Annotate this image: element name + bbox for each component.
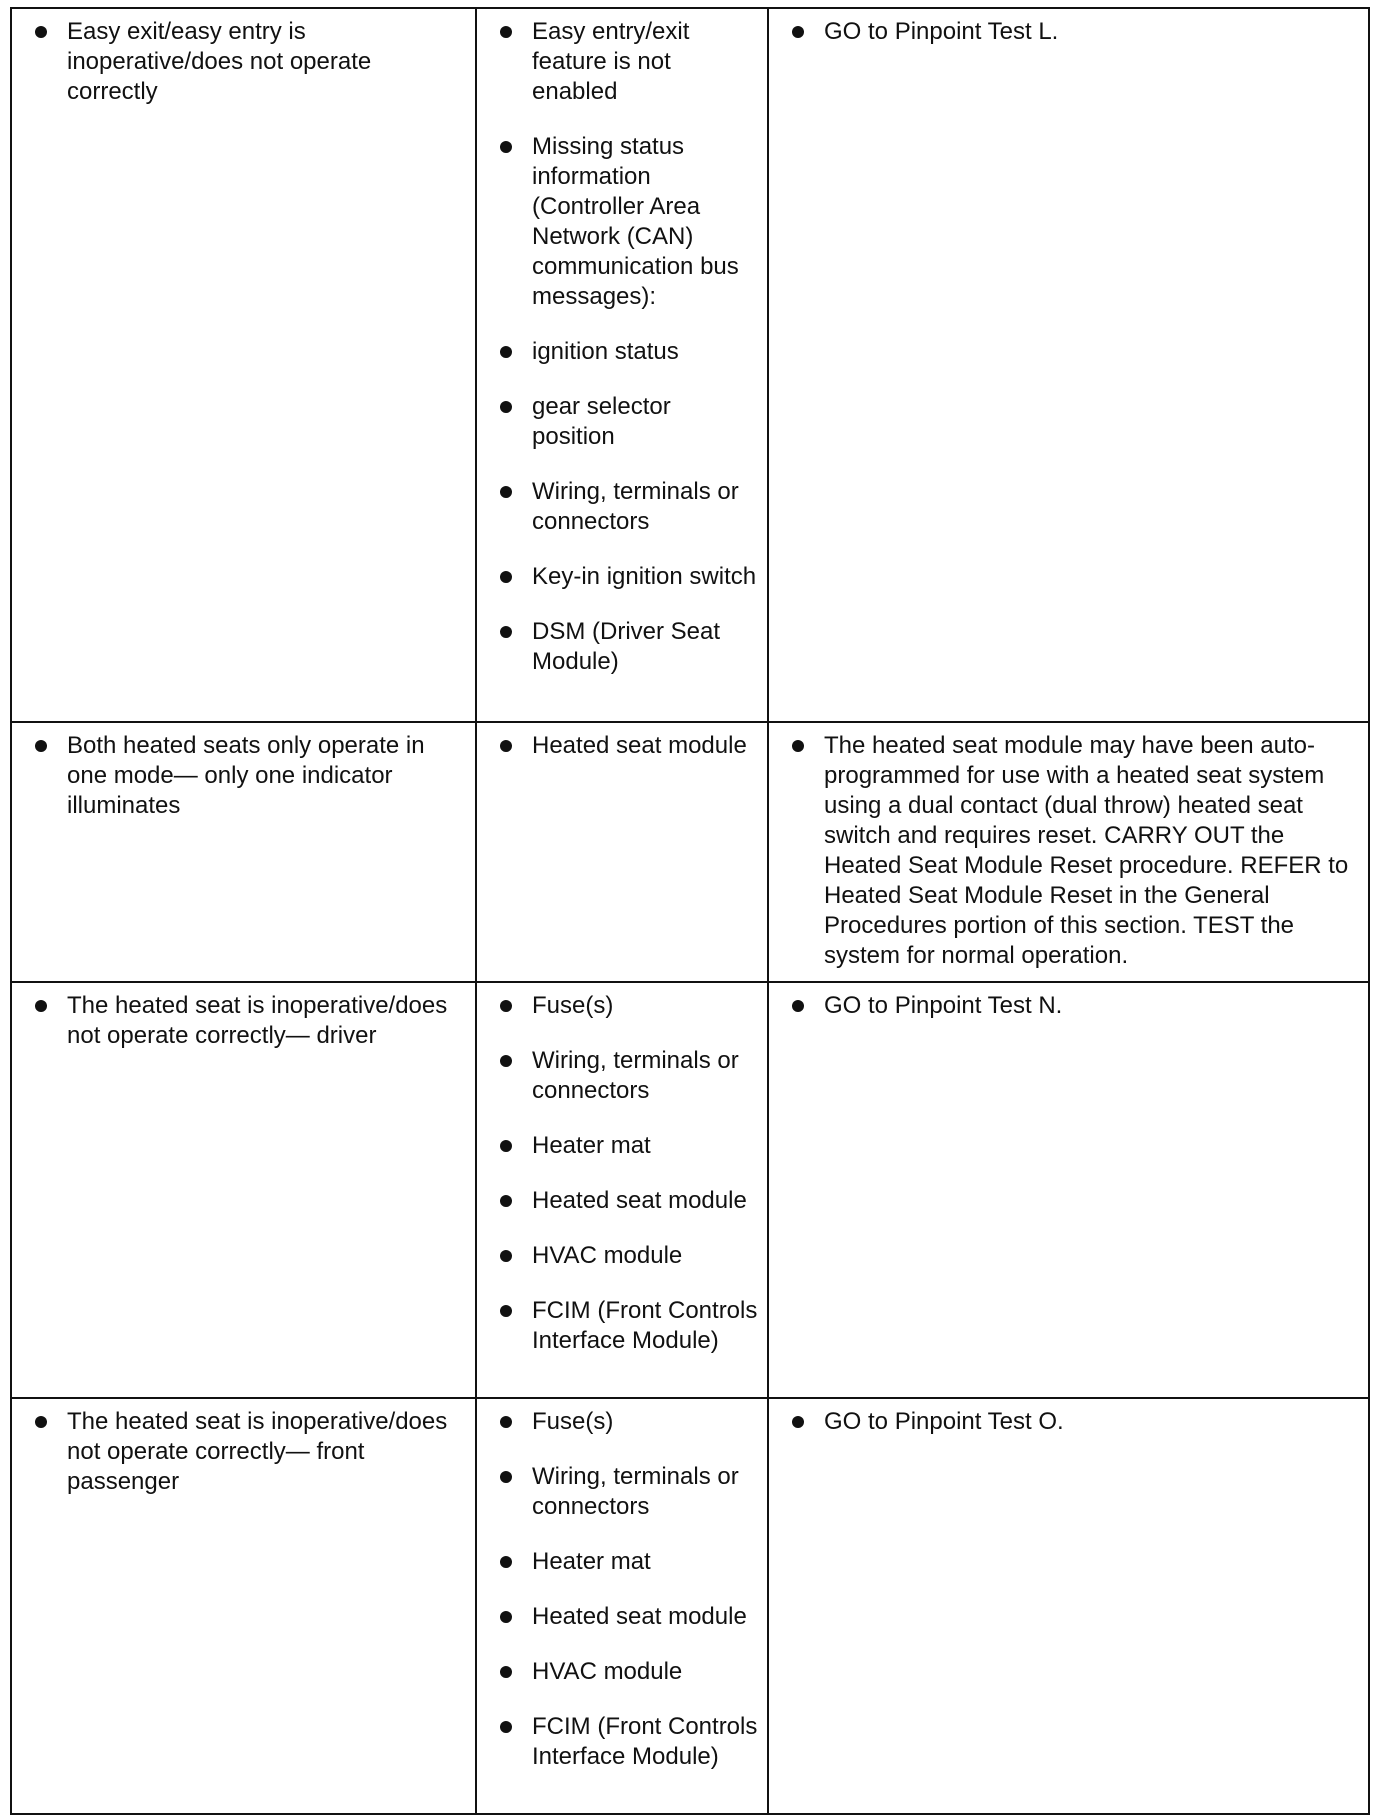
bullet-icon	[500, 1611, 512, 1623]
bullet-icon	[35, 740, 47, 752]
source-text: Wiring, terminals or connectors	[532, 478, 739, 535]
source-text: Wiring, terminals or connectors	[532, 1047, 739, 1104]
table-row	[11, 8, 1369, 722]
bullet-icon	[500, 1305, 512, 1317]
source-text: FCIM (Front Controls Interface Module)	[532, 1713, 758, 1770]
bullet-icon	[35, 26, 47, 38]
list-item	[497, 1046, 759, 1106]
source-text: FCIM (Front Controls Interface Module)	[532, 1297, 758, 1354]
list-item	[497, 617, 759, 677]
list-item	[789, 991, 1360, 1021]
list-item	[32, 1407, 467, 1497]
action-text: GO to Pinpoint Test N.	[824, 992, 1063, 1019]
source-text: Key-in ignition switch	[532, 563, 757, 590]
symptom-cell	[11, 722, 476, 982]
list-item	[497, 1186, 759, 1216]
bullet-icon	[500, 1000, 512, 1012]
source-text: Heated seat module	[532, 732, 747, 759]
list-item	[497, 1602, 759, 1632]
list-item	[497, 1407, 759, 1437]
list-item	[32, 991, 467, 1051]
source-text: Fuse(s)	[532, 992, 614, 1019]
action-cell	[768, 8, 1369, 722]
bullet-icon	[792, 26, 804, 38]
list-item	[789, 17, 1360, 47]
bullet-icon	[500, 740, 512, 752]
possible-source-cell	[476, 722, 768, 982]
symptom-chart-table	[10, 7, 1370, 1815]
action-cell	[768, 722, 1369, 982]
list-item	[497, 1657, 759, 1687]
list-item	[497, 991, 759, 1021]
symptom-cell	[11, 1398, 476, 1814]
possible-source-cell	[476, 8, 768, 722]
bullet-icon	[500, 346, 512, 358]
list-item	[497, 1547, 759, 1577]
list-item	[497, 477, 759, 537]
symptom-cell	[11, 8, 476, 722]
bullet-icon	[500, 1140, 512, 1152]
source-text: Heated seat module	[532, 1187, 747, 1214]
list-item	[497, 1712, 759, 1772]
bullet-icon	[500, 141, 512, 153]
bullet-icon	[500, 1416, 512, 1428]
bullet-icon	[500, 26, 512, 38]
action-cell	[768, 982, 1369, 1398]
bullet-icon	[500, 486, 512, 498]
source-text: HVAC module	[532, 1242, 683, 1269]
list-item	[32, 17, 467, 107]
bullet-icon	[35, 1000, 47, 1012]
bullet-icon	[500, 1195, 512, 1207]
list-item	[497, 562, 759, 592]
bullet-icon	[500, 626, 512, 638]
bullet-icon	[500, 1250, 512, 1262]
list-item	[497, 392, 759, 452]
symptom-text: The heated seat is inoperative/does not operate correctly— front passenger	[67, 1408, 448, 1495]
bullet-icon	[500, 1556, 512, 1568]
source-text: Fuse(s)	[532, 1408, 614, 1435]
source-text: Heater mat	[532, 1548, 651, 1575]
source-text: ignition status	[532, 338, 679, 365]
list-item	[497, 1296, 759, 1356]
bullet-icon	[500, 1055, 512, 1067]
list-item	[497, 731, 759, 761]
list-item	[789, 731, 1360, 971]
table-row	[11, 1398, 1369, 1814]
symptom-text: Both heated seats only operate in one mode— only one indicator illuminates	[67, 732, 425, 819]
action-text: The heated seat module may have been auto-programmed for use with a heated seat system using a dual contact (dual throw) heated seat switch and requires reset. CARRY OUT the Heated Seat Module Reset procedure. REFER to Heated Seat Module Reset in the General Procedures portion of this section. TEST the system for normal operation.	[824, 732, 1349, 969]
source-text: DSM (Driver Seat Module)	[532, 618, 721, 675]
list-item	[497, 1241, 759, 1271]
table-row	[11, 982, 1369, 1398]
source-text: Easy entry/exit feature is not enabled	[532, 18, 690, 105]
bullet-icon	[792, 740, 804, 752]
list-item	[497, 337, 759, 367]
action-text: GO to Pinpoint Test O.	[824, 1408, 1064, 1435]
list-item	[497, 17, 759, 107]
source-text: Wiring, terminals or connectors	[532, 1463, 739, 1520]
list-item	[497, 1131, 759, 1161]
symptom-text: Easy exit/easy entry is inoperative/does not operate correctly	[67, 18, 372, 105]
bullet-icon	[500, 571, 512, 583]
action-text: GO to Pinpoint Test L.	[824, 18, 1059, 45]
possible-source-cell	[476, 982, 768, 1398]
source-text: Heated seat module	[532, 1603, 747, 1630]
symptom-cell	[11, 982, 476, 1398]
symptom-text: The heated seat is inoperative/does not operate correctly— driver	[67, 992, 448, 1049]
source-text: HVAC module	[532, 1658, 683, 1685]
possible-source-cell	[476, 1398, 768, 1814]
bullet-icon	[35, 1416, 47, 1428]
bullet-icon	[500, 1471, 512, 1483]
list-item	[497, 132, 759, 312]
bullet-icon	[792, 1416, 804, 1428]
table-row	[11, 722, 1369, 982]
list-item	[32, 731, 467, 821]
list-item	[789, 1407, 1360, 1437]
bullet-icon	[792, 1000, 804, 1012]
action-cell	[768, 1398, 1369, 1814]
bullet-icon	[500, 1721, 512, 1733]
source-text: Missing status information (Controller Area Network (CAN) communication bus messages):	[532, 133, 739, 310]
bullet-icon	[500, 401, 512, 413]
source-text: Heater mat	[532, 1132, 651, 1159]
bullet-icon	[500, 1666, 512, 1678]
list-item	[497, 1462, 759, 1522]
source-text: gear selector position	[532, 393, 671, 450]
